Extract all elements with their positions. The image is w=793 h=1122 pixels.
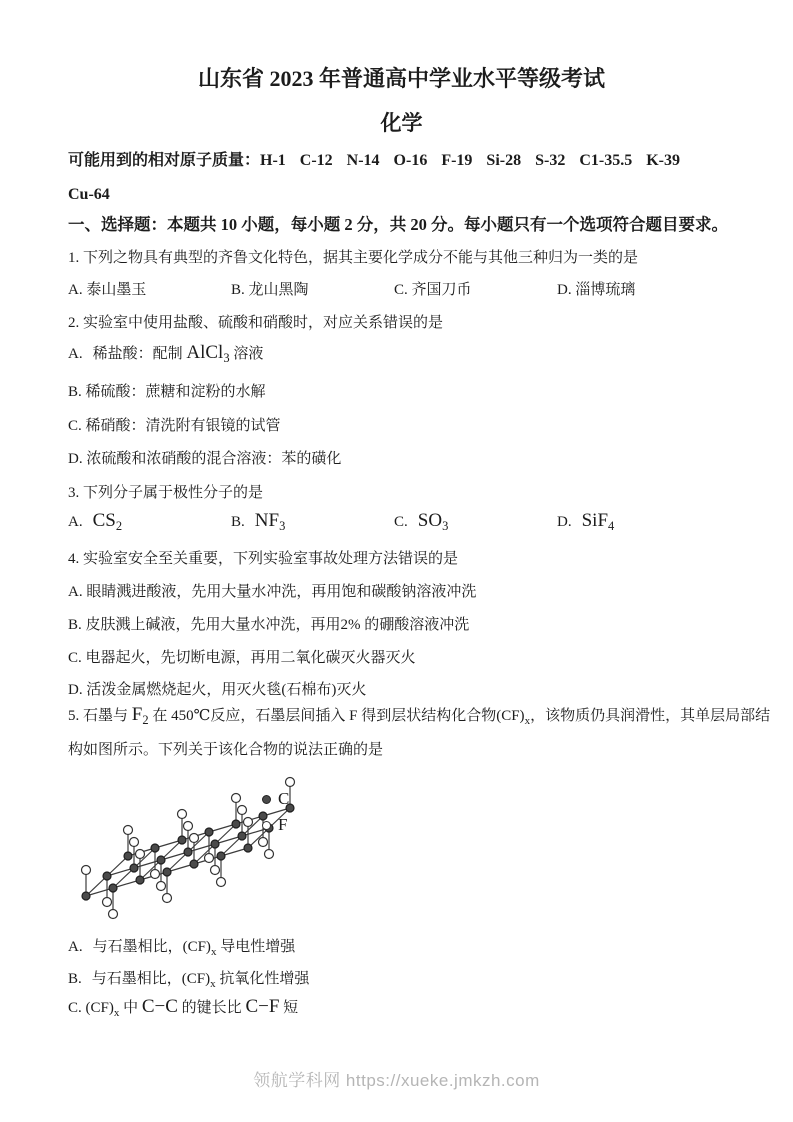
q5-option-a: A. 与石墨相比，$(CF)_x$ 导电性增强 bbox=[68, 939, 296, 958]
fluorine-dot-icon bbox=[262, 821, 271, 830]
q4-stem: 4. 实验室安全至关重要，下列实验室事故处理方法错误的是 bbox=[68, 551, 459, 567]
exam-title: 山东省 2023 年普通高中学业水平等级考试 bbox=[197, 66, 605, 91]
q1-option-d: D. 淄博琉璃 bbox=[557, 282, 636, 298]
q4-option-a: A. 眼睛溅进酸液，先用大量水冲洗，再用饱和碳酸钠溶液冲洗 bbox=[68, 584, 477, 600]
atomic-masses-line2: Cu-64 bbox=[68, 186, 110, 203]
watermark-footer: 领航学科网 https://xueke.jmkzh.com bbox=[253, 1071, 540, 1090]
q2-option-d: D. 浓硫酸和浓硝酸的混合溶液：苯的磺化 bbox=[68, 451, 342, 467]
q2-option-a: A. 稀盐酸：配制 AlCl$_3$ 溶液 bbox=[68, 342, 264, 365]
section-heading: 一、选择题：本题共 10 小题，每小题 2 分，共 20 分。每小题只有一个选项符合题目要求。 bbox=[68, 215, 728, 234]
q3-option-a: A. $CS_2$ bbox=[68, 510, 123, 533]
q1-option-a: A. 泰山墨玉 bbox=[68, 282, 147, 298]
q5-option-c: C. $(CF)_x$ 中 C−C 的键长比 C−F 短 bbox=[68, 996, 299, 1019]
q1-option-c: C. 齐国刀币 bbox=[394, 282, 472, 298]
atomic-masses-line1: 可能用到的相对原子质量：H-1 C-12 N-14 O-16 F-19 Si-28 S-32 C1-35.5 K-39 bbox=[68, 152, 680, 169]
figure-legend bbox=[262, 786, 289, 838]
q4-option-d: D. 活泼金属燃烧起火，用灭火毯(石棉布)灭火 bbox=[68, 682, 367, 698]
q2-option-b: B. 稀硫酸：蔗糖和淀粉的水解 bbox=[68, 384, 266, 400]
legend-carbon-label: C bbox=[278, 789, 290, 808]
legend-fluorine-label: F bbox=[278, 815, 288, 834]
q3-option-d: D. SiF$_4$ bbox=[557, 510, 615, 533]
q1-stem: 1. 下列之物具有典型的齐鲁文化特色，据其主要化学成分不能与其他三种归为一类的是 bbox=[68, 250, 639, 266]
subject-title: 化学 bbox=[380, 111, 423, 135]
q3-options bbox=[68, 511, 735, 533]
q5-option-b: B. 与石墨相比，$(CF)_x$ 抗氧化性增强 bbox=[68, 971, 310, 990]
legend-fluorine bbox=[262, 812, 289, 838]
legend-carbon bbox=[262, 786, 289, 812]
q1-option-b: B. 龙山黑陶 bbox=[231, 282, 309, 298]
q5-stem-line1: 5. 石墨与 $F_2$ 在 450℃反应，石墨层间插入 F 得到层状结构化合物$(CF)_x$，该物质仍具润滑性，其单层局部结 bbox=[68, 704, 771, 727]
q5-stem-line2: 构如图所示。下列关于该化合物的说法正确的是 bbox=[68, 742, 384, 758]
q3-option-c: C. $SO_3$ bbox=[394, 510, 449, 533]
q4-option-b: B. 皮肤溅上碱液，先用大量水冲洗，再用2% 的硼酸溶液冲洗 bbox=[68, 617, 470, 633]
q1-options bbox=[68, 279, 735, 301]
q3-stem: 3. 下列分子属于极性分子的是 bbox=[68, 485, 264, 501]
q4-option-c: C. 电器起火，先切断电源，再用二氧化碳灭火器灭火 bbox=[68, 650, 416, 666]
carbon-dot-icon bbox=[262, 795, 271, 804]
q3-option-b: B. $NF_3$ bbox=[231, 510, 286, 533]
q2-stem: 2. 实验室中使用盐酸、硫酸和硝酸时，对应关系错误的是 bbox=[68, 315, 444, 331]
q2-option-c: C. 稀硝酸：清洗附有银镜的试管 bbox=[68, 418, 281, 434]
